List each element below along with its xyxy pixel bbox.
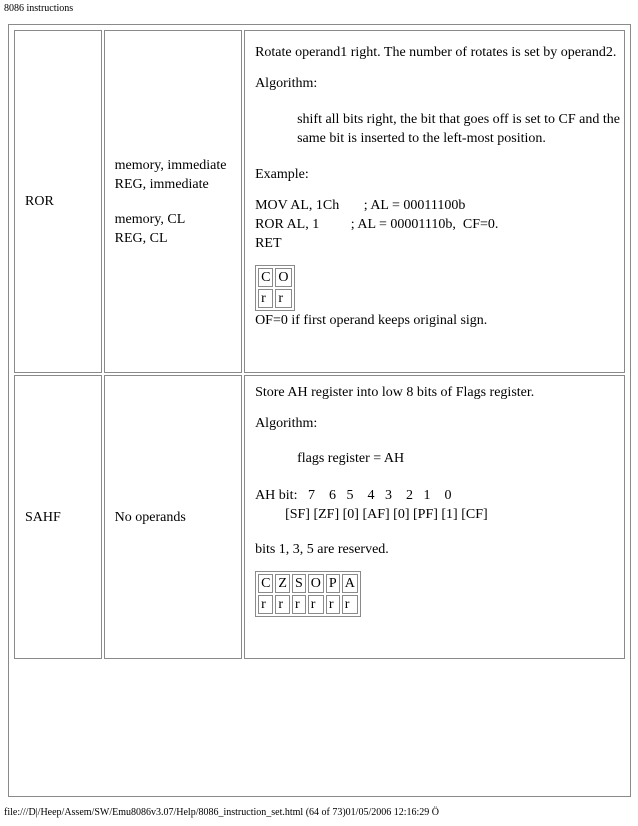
flag-name: P: [326, 574, 340, 593]
flag-name: O: [308, 574, 324, 593]
page-header: 8086 instructions: [4, 3, 74, 14]
example-line: RET: [255, 236, 282, 251]
flags-table: [255, 265, 294, 311]
flags-names-row: [258, 574, 358, 593]
bit-line: AH bit: 7 6 5 4 3 2 1 0: [255, 488, 452, 503]
description-cell: [244, 30, 625, 373]
flag-state: r: [258, 289, 273, 308]
reserved-note: bits 1, 3, 5 are reserved.: [255, 542, 389, 557]
flags-states-row: [258, 289, 291, 308]
operands-cell: [104, 375, 242, 659]
operand-line: REG, CL: [114, 230, 168, 246]
flag-state: r: [326, 595, 340, 614]
flag-state: r: [292, 595, 306, 614]
flags-states-row: [258, 595, 358, 614]
algorithm-label: Algorithm:: [255, 76, 318, 91]
flag-name: C: [258, 574, 273, 593]
instruction-name: ROR: [25, 194, 54, 209]
algorithm-text: shift all bits right, the bit that goes off is set to CF and the same bit is inserted to the left-most position.: [297, 112, 620, 146]
description-text: Rotate operand1 right. The number of rotates is set by operand2.: [255, 45, 617, 60]
flag-name: C: [258, 268, 273, 287]
flag-name: Z: [275, 574, 290, 593]
operands-cell: [104, 30, 242, 373]
operand-line: memory, CL: [114, 211, 186, 227]
bit-line: [SF] [ZF] [0] [AF] [0] [PF] [1] [CF]: [285, 507, 488, 522]
operand-line: REG, immediate: [114, 176, 209, 192]
page-footer: file:///D|/Heep/Assem/SW/Emu8086v3.07/Help/8086_instruction_set.html (64 of 73)01/05/2006 12:16:29 Ö: [4, 807, 440, 818]
instruction-cell: [14, 375, 102, 659]
flag-state: r: [308, 595, 324, 614]
example-label: Example:: [255, 167, 309, 182]
note-text: OF=0 if first operand keeps original sign.: [255, 313, 488, 328]
instruction-name: SAHF: [25, 509, 61, 525]
flag-state: r: [258, 595, 273, 614]
instruction-table: [12, 28, 627, 661]
description-cell: [244, 375, 625, 659]
example-line: MOV AL, 1Ch ; AL = 00011100b: [255, 198, 466, 213]
operand-line: memory, immediate: [114, 157, 227, 173]
table-row-sahf: [14, 375, 625, 659]
flag-name: A: [342, 574, 358, 593]
flag-state: r: [342, 595, 358, 614]
flag-state: r: [275, 595, 290, 614]
algorithm-text: flags register = AH: [297, 451, 405, 466]
example-line: ROR AL, 1 ; AL = 00001110b, CF=0.: [255, 217, 499, 232]
flag-state: r: [275, 289, 291, 308]
instruction-cell: [14, 30, 102, 373]
flags-table: [255, 571, 361, 617]
flag-name: O: [275, 268, 291, 287]
operand-line: No operands: [114, 509, 186, 525]
description-text: Store AH register into low 8 bits of Flags register.: [255, 385, 535, 400]
flags-names-row: [258, 268, 291, 287]
flag-name: S: [292, 574, 306, 593]
algorithm-label: Algorithm:: [255, 416, 318, 431]
table-row-ror: [14, 30, 625, 373]
